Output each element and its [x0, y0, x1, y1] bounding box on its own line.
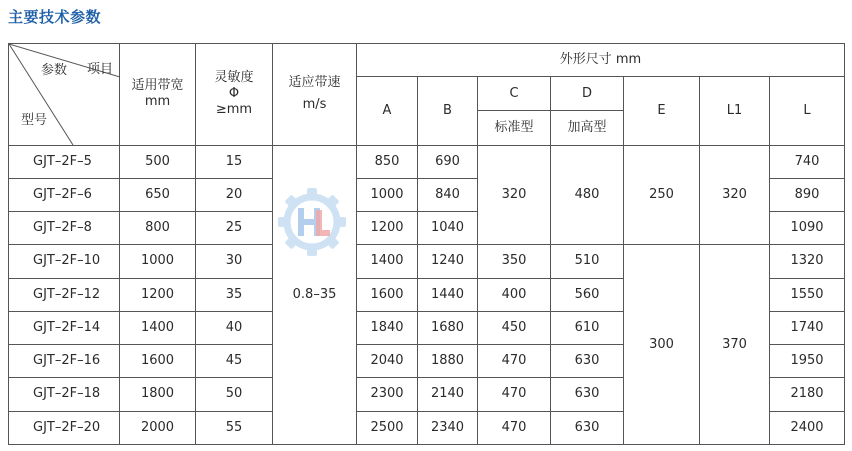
sensitivity-cell: 50 — [196, 378, 273, 411]
d-cell: 610 — [551, 311, 624, 344]
l-cell: 2400 — [770, 411, 845, 444]
c-cell: 470 — [478, 345, 551, 378]
l-cell: 1090 — [770, 212, 845, 245]
header-row-1 — [9, 44, 845, 77]
a-cell: 2040 — [357, 345, 418, 378]
b-cell: 1240 — [418, 245, 478, 278]
sensitivity-cell: 35 — [196, 278, 273, 311]
sensitivity-cell: 45 — [196, 345, 273, 378]
c-cell-merged: 320 — [478, 145, 551, 245]
c-cell: 400 — [478, 278, 551, 311]
d-cell: 630 — [551, 378, 624, 411]
sensitivity-cell: 40 — [196, 311, 273, 344]
d-cell: 510 — [551, 245, 624, 278]
b-cell: 2140 — [418, 378, 478, 411]
width-cell: 2000 — [120, 411, 196, 444]
sensitivity-cell: 55 — [196, 411, 273, 444]
width-cell: 1600 — [120, 345, 196, 378]
sensitivity-header — [196, 44, 273, 146]
a-cell: 1600 — [357, 278, 418, 311]
a-cell: 1200 — [357, 212, 418, 245]
col-c-sub-header: 标准型 — [478, 111, 551, 145]
l-cell: 890 — [770, 178, 845, 211]
corner-diagonal-lines — [9, 44, 120, 145]
col-e-header: E — [624, 77, 700, 146]
e-cell-merged: 300 — [624, 245, 700, 445]
col-l-header: L — [770, 77, 845, 146]
model-cell: GJT–2F–16 — [9, 345, 120, 378]
model-cell: GJT–2F–5 — [9, 145, 120, 178]
b-cell: 1040 — [418, 212, 478, 245]
c-cell: 450 — [478, 311, 551, 344]
col-d-sub-header: 加高型 — [551, 111, 624, 145]
d-cell-merged: 480 — [551, 145, 624, 245]
col-a-header: A — [357, 77, 418, 146]
width-cell: 650 — [120, 178, 196, 211]
l-cell: 1550 — [770, 278, 845, 311]
col-l1-header: L1 — [700, 77, 770, 146]
belt-speed-header — [273, 44, 357, 146]
l1-cell-merged: 370 — [700, 245, 770, 445]
model-cell: GJT–2F–14 — [9, 311, 120, 344]
a-cell: 1400 — [357, 245, 418, 278]
gear-logo-icon — [276, 186, 348, 258]
width-cell: 500 — [120, 145, 196, 178]
sensitivity-cell: 30 — [196, 245, 273, 278]
b-cell: 2340 — [418, 411, 478, 444]
model-cell: GJT–2F–6 — [9, 178, 120, 211]
belt-width-header — [120, 44, 196, 146]
a-cell: 1000 — [357, 178, 418, 211]
width-cell: 1400 — [120, 311, 196, 344]
l-cell: 1950 — [770, 345, 845, 378]
sensitivity-cell: 15 — [196, 145, 273, 178]
l-cell: 740 — [770, 145, 845, 178]
width-cell: 1800 — [120, 378, 196, 411]
corner-model-label: 型号 — [21, 113, 48, 128]
b-cell: 1880 — [418, 345, 478, 378]
l-cell: 1740 — [770, 311, 845, 344]
b-cell: 1440 — [418, 278, 478, 311]
sensitivity-label: 灵敏度 — [214, 69, 254, 85]
corner-header-cell — [9, 44, 120, 146]
d-cell: 630 — [551, 345, 624, 378]
model-cell: GJT–2F–10 — [9, 245, 120, 278]
belt-width-label: 适用带宽 — [131, 78, 184, 94]
a-cell: 1840 — [357, 311, 418, 344]
col-d-header: D — [551, 77, 624, 111]
l-cell: 2180 — [770, 378, 845, 411]
belt-width-unit: mm — [144, 94, 171, 110]
model-cell: GJT–2F–12 — [9, 278, 120, 311]
model-cell: GJT–2F–18 — [9, 378, 120, 411]
spec-table — [8, 43, 845, 445]
belt-speed-label: 适应带速 — [288, 75, 341, 91]
c-cell: 470 — [478, 411, 551, 444]
width-cell: 800 — [120, 212, 196, 245]
c-cell: 350 — [478, 245, 551, 278]
a-cell: 850 — [357, 145, 418, 178]
a-cell: 2300 — [357, 378, 418, 411]
sensitivity-symbol: Φ — [228, 86, 240, 102]
corner-item-label: 项目 — [87, 62, 114, 77]
model-cell: GJT–2F–20 — [9, 411, 120, 444]
d-cell: 630 — [551, 411, 624, 444]
l-cell: 1320 — [770, 245, 845, 278]
c-cell: 470 — [478, 378, 551, 411]
col-c-header: C — [478, 77, 551, 111]
model-cell: GJT–2F–8 — [9, 212, 120, 245]
sensitivity-cell: 20 — [196, 178, 273, 211]
table-row — [9, 245, 845, 278]
sensitivity-unit: ≥mm — [215, 102, 253, 118]
width-cell: 1200 — [120, 278, 196, 311]
e-cell-merged: 250 — [624, 145, 700, 245]
b-cell: 1680 — [418, 311, 478, 344]
dimensions-header: 外形尺寸 mm — [357, 44, 845, 77]
b-cell: 690 — [418, 145, 478, 178]
a-cell: 2500 — [357, 411, 418, 444]
belt-speed-cell: 0.8–35 — [273, 145, 357, 444]
page-title: 主要技术参数 — [8, 8, 102, 26]
d-cell: 560 — [551, 278, 624, 311]
belt-speed-unit: m/s — [302, 97, 327, 113]
table-row — [9, 145, 845, 178]
l1-cell-merged: 320 — [700, 145, 770, 245]
sensitivity-cell: 25 — [196, 212, 273, 245]
b-cell: 840 — [418, 178, 478, 211]
corner-param-label: 参数 — [41, 63, 68, 78]
col-b-header: B — [418, 77, 478, 146]
width-cell: 1000 — [120, 245, 196, 278]
